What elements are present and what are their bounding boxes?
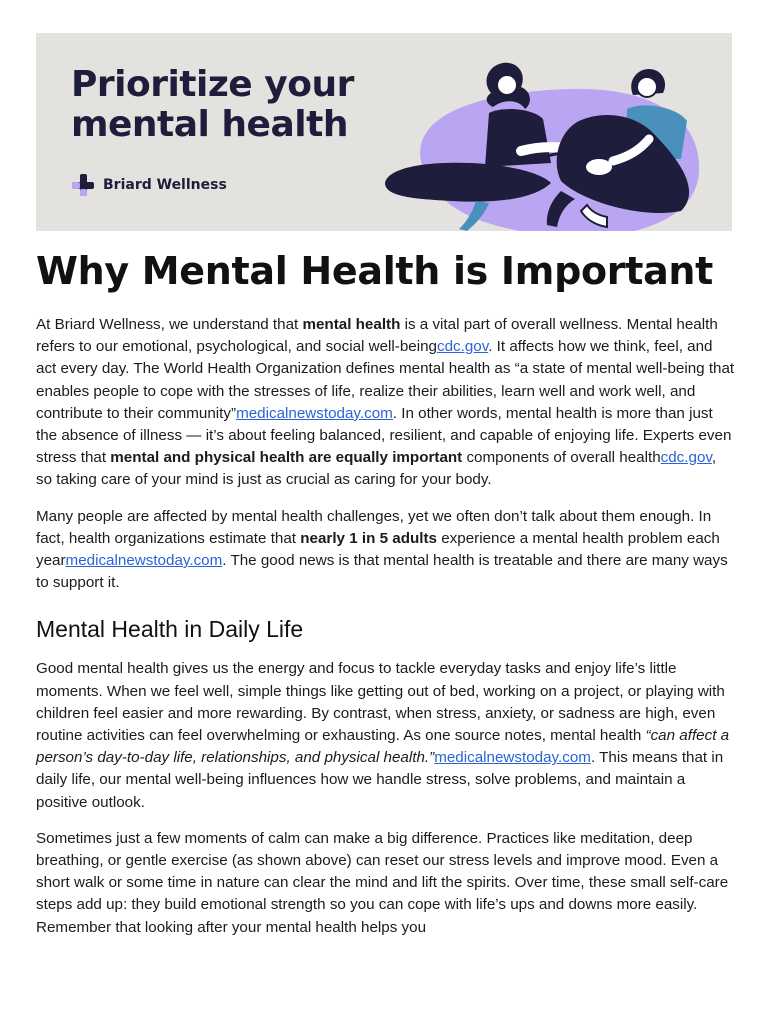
text: experience a mental health problem each year bbox=[36, 529, 720, 570]
text: is a vital part of overall wellness. Mental health refers to our emotional, psychological, and social well-being bbox=[36, 316, 718, 356]
cross-logo-icon bbox=[71, 173, 95, 197]
source-link-medicalnewstoday[interactable]: medicalnewstoday.com bbox=[236, 404, 393, 422]
emphasis: mental and physical health are equally important bbox=[110, 449, 463, 467]
brand bbox=[71, 173, 227, 197]
two-people-holding-hands-illustration bbox=[381, 51, 716, 231]
article-body bbox=[36, 314, 736, 953]
text: Many people are affected by mental health challenges, yet we often don’t talk about them enough. In fact, health organizations estimate that bbox=[36, 507, 712, 547]
paragraph-intro bbox=[36, 314, 736, 492]
text: . It affects how we think, feel, and act every day. The World Health Organization defines mental health as “a state of mental well-being that enables people to cope with the stresses of life, realize their abilities, learn well and work well, and contribute to their community” bbox=[36, 338, 735, 422]
text: . This means that in daily life, our mental well-being influences how we handle stress, solve problems, and maintain a positive outlook. bbox=[36, 749, 724, 811]
text: , so taking care of your mind is just as crucial as caring for your body. bbox=[36, 449, 717, 489]
emphasis: mental health bbox=[302, 316, 401, 333]
text: . In other words, mental health is more than just the absence of illness — it’s about feeling balanced, resilient, and capable of enjoying life. Experts even stress that bbox=[36, 404, 732, 467]
source-link-cdc[interactable]: cdc.gov bbox=[660, 449, 712, 467]
text: Good mental health gives us the energy and focus to tackle everyday tasks and enjoy life’s little moments. When we feel well, simple things like getting out of bed, working on a project, or playing with children feel easier and more rewarding. By contrast, when stress, anxiety, or sadness are high, even routine activities can feel overwhelming or exhausting. As one source notes, mental health bbox=[36, 660, 725, 745]
text: At Briard Wellness, we understand that bbox=[36, 316, 303, 333]
text: . The good news is that mental health is treatable and there are many ways to support it. bbox=[36, 552, 728, 592]
hero-banner bbox=[36, 33, 732, 231]
quote: “can affect a person’s day-to-day life, relationships, and physical health.” bbox=[36, 727, 730, 767]
source-link-cdc[interactable]: cdc.gov bbox=[437, 338, 489, 356]
banner-title-line-2: mental health bbox=[71, 104, 348, 145]
paragraph-daily-life bbox=[36, 658, 736, 813]
section-heading: Mental Health in Daily Life bbox=[36, 616, 304, 643]
document-page bbox=[36, 33, 735, 936]
emphasis: nearly 1 in 5 adults bbox=[300, 529, 437, 547]
brand-name: Briard Wellness bbox=[103, 177, 227, 193]
article-title: Why Mental Health is Important bbox=[36, 249, 714, 293]
text: components of overall health bbox=[462, 449, 661, 467]
source-link-medicalnewstoday[interactable]: medicalnewstoday.com bbox=[65, 552, 223, 570]
paragraph-prevalence bbox=[36, 506, 736, 595]
banner-title-line-1: Prioritize your bbox=[71, 64, 354, 105]
text: Sometimes just a few moments of calm can make a big difference. Practices like meditation, deep breathing, or gentle exercise (as shown above) can reset our stress levels and improve mood. Even a short walk or some time in nature can clear the mind and lift the spirits. Over time, these small self-care steps add up: they build emotional strength so you can cope with life’s ups and downs more easily. Remember that looking after your mental health helps you bbox=[36, 829, 729, 936]
paragraph-self-care bbox=[36, 828, 736, 939]
source-link-medicalnewstoday[interactable]: medicalnewstoday.com bbox=[434, 749, 591, 767]
banner-title bbox=[71, 65, 354, 145]
